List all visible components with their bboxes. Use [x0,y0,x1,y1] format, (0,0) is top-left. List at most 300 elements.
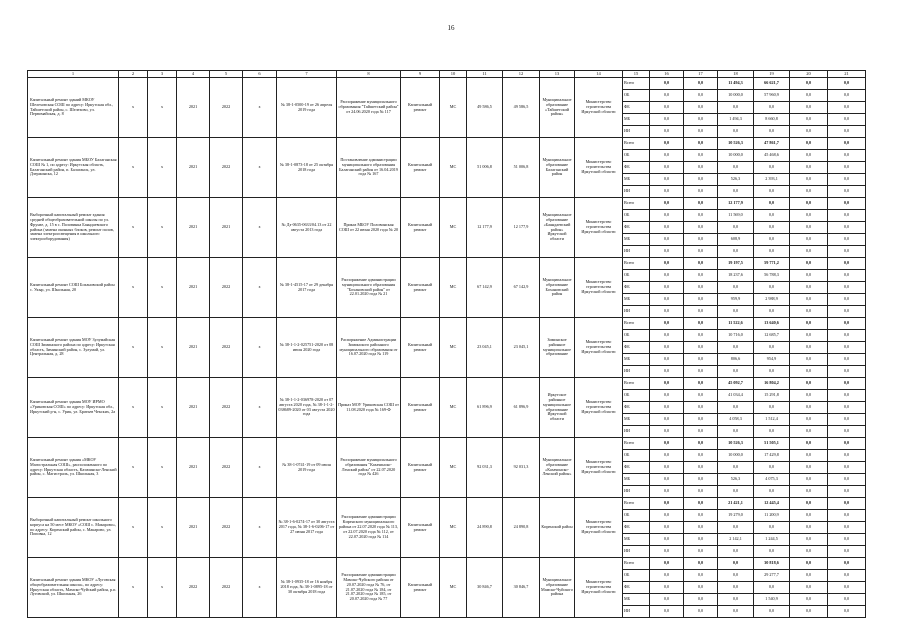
cell-c13: Муниципальное образование Мамско-Чуйского района [540,558,575,618]
value-cell: 0,0 [718,366,754,378]
header-cell: 16 [650,71,684,78]
value-cell: 0,0 [718,186,754,198]
cell-c12: 30 846,7 [503,558,540,618]
object-description: Капитальный ремонт здания МБОУ Балаганская СОШ № 1, по адресу: Иркутская область, Балаганский район, п. Балаганск, ул. Дзержинска, 12 [28,138,119,198]
value-cell: 0,0 [650,318,684,330]
value-cell: 0,0 [828,510,866,522]
table-row [28,558,866,570]
value-cell: 0,0 [684,294,718,306]
value-cell: 0,0 [828,222,866,234]
funding-source-label: ОБ [623,390,650,402]
cell-c4: 2021 [177,378,210,438]
value-cell: 0,0 [718,222,754,234]
value-cell: 0,0 [650,546,684,558]
value-cell: 19 197,5 [718,258,754,270]
value-cell: 0,0 [790,354,828,366]
value-cell: 41 034,4 [718,390,754,402]
funding-source-label: ФБ [623,282,650,294]
value-cell: 0,0 [684,486,718,498]
funding-source-label: ФБ [623,402,650,414]
value-cell: 0,0 [684,570,718,582]
value-cell: 0,0 [828,594,866,606]
value-cell: 0,0 [684,510,718,522]
value-cell: 0,0 [650,366,684,378]
cell-c2: х [119,318,148,378]
cell-c9: Капитальный ремонт [401,558,440,618]
value-cell: 0,0 [684,282,718,294]
value-cell: 0,0 [754,234,790,246]
value-cell: 1 244,5 [754,534,790,546]
cell-c13: Зиминское районное муниципальное образование [540,318,575,378]
cell-c11: 51 006,8 [467,138,503,198]
value-cell: 0,0 [790,78,828,90]
cell-c13: Киренский район [540,498,575,558]
value-cell: 0,0 [790,150,828,162]
value-cell: 0,0 [650,78,684,90]
value-cell: 2 393,1 [754,174,790,186]
cell-c3: х [148,498,177,558]
funding-source-label: МБ [623,594,650,606]
value-cell: 0,0 [650,594,684,606]
value-cell: 8 660,8 [754,114,790,126]
value-cell: 0,0 [650,282,684,294]
value-cell: 0,0 [790,162,828,174]
cell-c14: Министерство строительства Иркутской области [575,198,623,258]
value-cell: 0,0 [650,522,684,534]
value-cell: 0,0 [790,342,828,354]
value-cell: 0,0 [790,90,828,102]
value-cell: 0,0 [790,126,828,138]
value-cell: 0,0 [650,462,684,474]
object-description: Капитальный ремонт здания МОУ Зулумайская СОШ Зиминского района по адресу: Иркутская область, Зиминский район, с. Зулумай, ул. Центральная, д. 28 [28,318,119,378]
value-cell: 0,0 [684,522,718,534]
funding-source-label: ОБ [623,150,650,162]
cell-c6: х [243,258,277,318]
value-cell: 0,0 [754,162,790,174]
value-cell: 0,0 [790,270,828,282]
cell-c8: Приказ МОУ Уриковская СОШ от 11.08.2020 года № 169-Ф [337,378,401,438]
value-cell: 0,0 [754,366,790,378]
value-cell: 959,9 [718,294,754,306]
value-cell: 0,0 [650,270,684,282]
value-cell: 0,0 [790,366,828,378]
header-cell: 10 [440,71,467,78]
cell-c6: х [243,198,277,258]
value-cell: 0,0 [650,534,684,546]
value-cell: 0,0 [754,126,790,138]
value-cell: 0,0 [828,342,866,354]
cell-c10: МС [440,498,467,558]
value-cell: 0,0 [828,414,866,426]
value-cell: 51 505,1 [754,438,790,450]
value-cell: 0,0 [684,138,718,150]
value-cell: 0,0 [754,582,790,594]
funding-source-label: ОБ [623,90,650,102]
value-cell: 12 177,9 [718,198,754,210]
value-cell: 0,0 [828,450,866,462]
table-row [28,198,866,210]
value-cell: 0,0 [790,498,828,510]
cell-c10: МС [440,258,467,318]
cell-c8: Приказ МБОУ Половинская СОШ от 22 июня 2020 года № 20 [337,198,401,258]
page-number: 16 [447,24,455,32]
cell-c4: 2021 [177,438,210,498]
value-cell: 0,0 [828,462,866,474]
cell-c4: 2021 [177,78,210,138]
funding-source-label: ФБ [623,102,650,114]
value-cell: 0,0 [828,102,866,114]
value-cell: 0,0 [684,582,718,594]
value-cell: 21 421,1 [718,498,754,510]
object-description: Капитальный ремонт здания МКОУ «Луговская общеобразовательная школа», по адресу: Иркутская область, Мамско-Чуйский район, р.п. Луговский, ул. Школьная, 26 [28,558,119,618]
cell-c10: МС [440,378,467,438]
value-cell: 0,0 [754,222,790,234]
value-cell: 29 277,7 [754,570,790,582]
value-cell: 0,0 [754,246,790,258]
value-cell: 0,0 [828,534,866,546]
value-cell: 0,0 [790,306,828,318]
cell-c2: х [119,198,148,258]
header-cell: 1 [28,71,119,78]
value-cell: 0,0 [828,186,866,198]
value-cell: 0,0 [684,210,718,222]
value-cell: 0,0 [828,354,866,366]
funding-source-label: Всего [623,258,650,270]
value-cell: 0,0 [684,318,718,330]
value-cell: 0,0 [684,534,718,546]
value-cell: 0,0 [828,114,866,126]
header-cell: 6 [243,71,277,78]
value-cell: 0,0 [828,522,866,534]
value-cell: 0,0 [790,378,828,390]
value-cell: 0,0 [650,246,684,258]
value-cell: 47 861,7 [754,138,790,150]
value-cell: 0,0 [718,162,754,174]
value-cell: 0,0 [828,90,866,102]
funding-source-label: ИИ [623,186,650,198]
value-cell: 0,0 [684,150,718,162]
cell-c3: х [148,138,177,198]
value-cell: 0,0 [790,390,828,402]
value-cell: 1 494,3 [718,114,754,126]
value-cell: 0,0 [650,162,684,174]
value-cell: 0,0 [790,318,828,330]
value-cell: 11 569,0 [718,210,754,222]
funding-source-label: ОБ [623,450,650,462]
cell-c9: Капитальный ремонт [401,138,440,198]
cell-c13: Муниципальное образование «Казачинско-Ленский район» [540,438,575,498]
value-cell: 45 468,6 [754,150,790,162]
value-cell: 0,0 [650,582,684,594]
value-cell: 0,0 [684,462,718,474]
value-cell: 0,0 [684,270,718,282]
header-cell: 12 [503,71,540,78]
funding-source-label: ФБ [623,522,650,534]
value-cell: 1 512,4 [754,414,790,426]
value-cell: 0,0 [650,306,684,318]
value-cell: 0,0 [754,210,790,222]
value-cell: 0,0 [684,174,718,186]
value-cell: 0,0 [684,414,718,426]
cell-c7: № Дз-0635-0633/04.13 от 22 августа 2013 года [277,198,337,258]
value-cell: 0,0 [790,606,828,618]
value-cell: 0,0 [684,558,718,570]
funding-source-label: МБ [623,234,650,246]
value-cell: 12 685,7 [754,330,790,342]
cell-c11: 30 846,7 [467,558,503,618]
cell-c7: № 38-1-0935-18 от 16 ноября 2018 года, № 38-1-0895-18 от 30 октября 2018 года [277,558,337,618]
value-cell: 0,0 [684,366,718,378]
value-cell: 0,0 [718,306,754,318]
funding-source-label: МБ [623,294,650,306]
funding-source-label: МБ [623,414,650,426]
cell-c8: Распоряжение администрации муниципального образования "Бохановский район" от 22.01.2020 года № 21 [337,258,401,318]
header-cell: 7 [277,71,337,78]
value-cell: 0,0 [828,282,866,294]
cell-c2: х [119,258,148,318]
value-cell: 0,0 [650,426,684,438]
value-cell: 0,0 [828,474,866,486]
header-cell: 18 [718,71,754,78]
cell-c13: Муниципальное образование Балаганский район [540,138,575,198]
value-cell: 0,0 [650,498,684,510]
value-cell: 0,0 [684,330,718,342]
value-cell: 0,0 [684,246,718,258]
cell-c4: 2021 [177,138,210,198]
cell-c3: х [148,318,177,378]
value-cell: 0,0 [684,306,718,318]
value-cell: 0,0 [718,342,754,354]
cell-c5: 2021 [210,198,243,258]
value-cell: 0,0 [790,138,828,150]
cell-c4: 2021 [177,198,210,258]
header-cell: 2 [119,71,148,78]
value-cell: 0,0 [718,546,754,558]
object-description: Капитальный ремонт зданий МКОУ Шелеховская СОШ по адресу: Иркутская обл., Тайшетский район, с. Шелехово, ул. Первомайская, д. 8 [28,78,119,138]
funding-source-label: МБ [623,534,650,546]
value-cell: 45 092,7 [718,378,754,390]
value-cell: 0,0 [684,354,718,366]
object-description: Выборочный капитальный ремонт здания средней общеобразовательной школы по ул. Фрунзе, д. 15 в с. Половинка Баяндаевского района (замена оконных блоков, ремонт полов, замена электроосвещения в школьного электрооборудования) [28,198,119,258]
value-cell: 0,0 [754,426,790,438]
header-cell: 5 [210,71,243,78]
value-cell: 30 818,6 [754,558,790,570]
cell-c6: х [243,498,277,558]
funding-source-label: Всего [623,78,650,90]
value-cell: 0,0 [650,210,684,222]
value-cell: 0,0 [828,366,866,378]
funding-source-label: ФБ [623,462,650,474]
cell-c6: х [243,318,277,378]
value-cell: 0,0 [650,222,684,234]
value-cell: 0,0 [790,450,828,462]
cell-c13: Иркутское районное муниципальное образование Иркутской области [540,378,575,438]
value-cell: 4 058,3 [718,414,754,426]
object-description: Выборочный капитальный ремонт школьного корпуса на 50 мест МКОУ «СОШ с. Макарово», по адресу: Киренский район, с. Макарово, ул. Поповка, 12 [28,498,119,558]
value-cell: 0,0 [718,522,754,534]
funding-source-label: ФБ [623,162,650,174]
value-cell: 10 526,3 [718,438,754,450]
cell-c3: х [148,438,177,498]
value-cell: 0,0 [754,402,790,414]
cell-c11: 67 142,9 [467,258,503,318]
value-cell: 18 237,6 [718,270,754,282]
value-cell: 0,0 [828,258,866,270]
value-cell: 0,0 [754,522,790,534]
cell-c13: Муниципальное образование «Баяндаевский район» Иркутской области [540,198,575,258]
value-cell: 16 804,2 [754,378,790,390]
header-cell: 13 [540,71,575,78]
value-cell: 0,0 [684,186,718,198]
value-cell: 0,0 [684,402,718,414]
value-cell: 0,0 [684,450,718,462]
cell-c14: Министерство строительства Иркутской области [575,438,623,498]
value-cell: 0,0 [828,330,866,342]
value-cell: 0,0 [684,474,718,486]
value-cell: 0,0 [754,306,790,318]
value-cell: 0,0 [684,438,718,450]
value-cell: 0,0 [650,606,684,618]
value-cell: 0,0 [650,258,684,270]
table-row [28,438,866,450]
value-cell: 0,0 [754,486,790,498]
cell-c2: х [119,438,148,498]
value-cell: 10 000,0 [718,90,754,102]
value-cell: 0,0 [650,378,684,390]
table-row [28,138,866,150]
cell-c3: х [148,198,177,258]
value-cell: 0,0 [790,558,828,570]
cell-c9: Капитальный ремонт [401,198,440,258]
value-cell: 0,0 [684,198,718,210]
value-cell: 0,0 [650,90,684,102]
value-cell: 0,0 [684,594,718,606]
cell-c12: 23 045,1 [503,318,540,378]
cell-c8: Распоряжение муниципального образования "Казачинско-Ленский район" от 22.07.2020 года № 426 [337,438,401,498]
value-cell: 0,0 [790,186,828,198]
value-cell: 0,0 [828,210,866,222]
cell-c7: № 38-1-6-0274-17 от 30 августа 2017 года, № 38-1-6-0206-17 от 27 июня 2017 года [277,498,337,558]
cell-c12: 51 006,8 [503,138,540,198]
value-cell: 0,0 [718,462,754,474]
value-cell: 0,0 [718,246,754,258]
value-cell: 0,0 [754,186,790,198]
cell-c2: х [119,558,148,618]
value-cell: 0,0 [684,102,718,114]
value-cell: 0,0 [790,198,828,210]
funding-source-label: ИИ [623,606,650,618]
value-cell: 13 640,6 [754,318,790,330]
value-cell: 0,0 [650,450,684,462]
value-cell: 0,0 [790,330,828,342]
value-cell: 0,0 [790,246,828,258]
value-cell: 0,0 [718,282,754,294]
cell-c9: Капитальный ремонт [401,258,440,318]
cell-c12: 24 890,8 [503,498,540,558]
cell-c8: Распоряжение Администрации Зиминского районного муниципального образования от 16.07.2020 года № 119 [337,318,401,378]
object-description: Капитальный ремонт СОШ Бохановский район с. Укыр, ул. Школьная, 20 [28,258,119,318]
cell-c6: х [243,378,277,438]
cell-c8: Распоряжение администрации Киренского муниципального района от 22.07.2020 года № 113, от 22.07.2020 года № 112, от 22.07.2020 года № 114 [337,498,401,558]
cell-c8: Постановление администрации муниципального образования Балаганский район от 16.04.2019 года № 167 [337,138,401,198]
value-cell: 0,0 [718,582,754,594]
value-cell: 0,0 [650,438,684,450]
value-cell: 0,0 [828,498,866,510]
header-cell: 15 [623,71,650,78]
value-cell: 19 279,0 [718,510,754,522]
cell-c9: Капитальный ремонт [401,498,440,558]
budget-table [27,70,866,618]
cell-c3: х [148,78,177,138]
value-cell: 15 291,8 [754,390,790,402]
value-cell: 0,0 [828,294,866,306]
funding-source-label: ИИ [623,246,650,258]
value-cell: 11 494,3 [718,78,754,90]
cell-c11: 24 890,8 [467,498,503,558]
value-cell: 56 788,3 [754,270,790,282]
cell-c2: х [119,498,148,558]
cell-c7: № 38-1-0873-18 от 25 октября 2018 года [277,138,337,198]
value-cell: 0,0 [790,222,828,234]
cell-c4: 2021 [177,318,210,378]
value-cell: 0,0 [828,570,866,582]
funding-source-label: ОБ [623,570,650,582]
cell-c6: х [243,558,277,618]
value-cell: 66 621,7 [754,78,790,90]
value-cell: 0,0 [650,294,684,306]
header-cell: 3 [148,71,177,78]
funding-source-label: ОБ [623,210,650,222]
value-cell: 0,0 [828,162,866,174]
cell-c6: х [243,438,277,498]
value-cell: 0,0 [684,342,718,354]
value-cell: 0,0 [754,462,790,474]
value-cell: 0,0 [718,594,754,606]
cell-c11: 92 031,3 [467,438,503,498]
value-cell: 0,0 [828,606,866,618]
value-cell: 0,0 [828,546,866,558]
cell-c8: Распоряжение администрации Мамско-Чуйского района от 20.07.2020 года № 76, от 21.07.2020 года № 184, от 21.07.2020 года № 185, от 20.07.2020 года № 77 [337,558,401,618]
value-cell: 0,0 [650,558,684,570]
header-cell: 20 [790,71,828,78]
cell-c12: 49 586,5 [503,78,540,138]
value-cell: 59 771,2 [754,258,790,270]
table-row [28,318,866,330]
value-cell: 0,0 [650,150,684,162]
value-cell: 0,0 [754,282,790,294]
value-cell: 57 960,9 [754,90,790,102]
cell-c2: х [119,138,148,198]
value-cell: 11 522,6 [718,318,754,330]
value-cell: 0,0 [828,378,866,390]
cell-c14: Министерство строительства Иркутской области [575,78,623,138]
value-cell: 0,0 [828,78,866,90]
value-cell: 10 526,3 [718,138,754,150]
cell-c5: 2022 [210,438,243,498]
cell-c7: № 38-1-1-2-036978-2020 от 07 августа 2020 года, № 38-1-1-2-038689-2020 от 03 августа 2020 года [277,378,337,438]
cell-c6: х [243,138,277,198]
funding-source-label: ФБ [623,342,650,354]
value-cell: 0,0 [650,390,684,402]
value-cell: 0,0 [790,174,828,186]
funding-source-label: Всего [623,378,650,390]
cell-c5: 2022 [210,318,243,378]
funding-source-label: МБ [623,114,650,126]
funding-source-label: Всего [623,138,650,150]
value-cell: 0,0 [828,426,866,438]
value-cell: 0,0 [650,414,684,426]
value-cell: 0,0 [828,438,866,450]
